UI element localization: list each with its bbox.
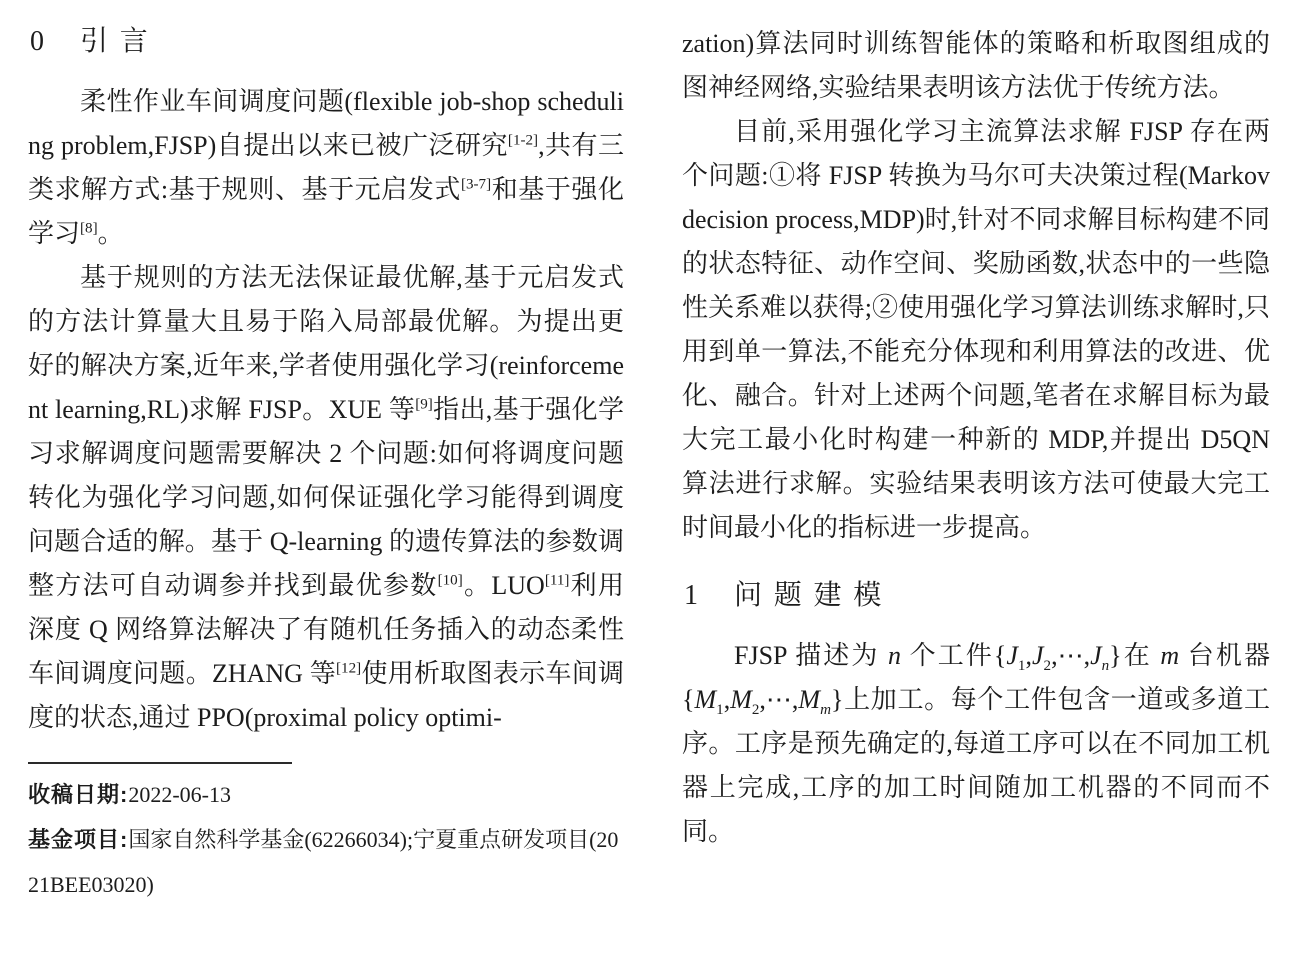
footnote-lines [28,772,624,907]
citation-ref: [1-2] [507,132,539,149]
text-segment: ,⋯, [1051,641,1091,670]
footnote-text: 国家自然科学基金(62266034);宁夏重点研发项目(2021BEE03020) [28,827,619,897]
right-column-paragraphs-top [682,22,1270,550]
footnote-divider [28,762,292,764]
text-segment: 。LUO [462,571,545,600]
paragraph [682,110,1270,550]
footnote-label: 收稿日期: [28,782,129,807]
text-segment: J [1006,641,1018,670]
footnote-line [28,817,624,907]
text-segment: ,⋯, [759,685,799,714]
citation-ref: [11] [544,572,570,589]
text-segment: 柔性作业车间调度问题(flexible job-shop scheduling problem,FJSP)自提出以来已被广泛研究 [28,87,624,160]
footnote-label: 基金项目: [28,827,129,852]
text-segment: 1 [716,702,724,719]
text-segment: ,共有三类求解方式:基于规则、基于元启发式 [28,131,624,204]
text-segment: 。 [97,219,124,248]
text-segment: , [723,685,731,714]
paragraph [682,634,1270,854]
text-segment: m [820,702,831,719]
paragraph [28,256,624,740]
text-segment: 指出,基于强化学习求解调度问题需要解决 2 个问题:如何将调度问题转化为强化学习问题,如何保证强化学习能得到调度问题合适的解。基于 Q-learning 的遗传算法的参数调整方法可自动调参并找到最优参数 [28,395,624,600]
text-segment: J [1031,641,1044,670]
section-heading-1 [684,574,1270,618]
text-segment: J [1090,641,1102,670]
citation-ref: [10] [437,572,463,589]
text-segment: 1 [1017,658,1026,675]
text-segment: n [1101,658,1110,675]
text-segment: m [1160,641,1180,670]
text-segment: 基于规则的方法无法保证最优解,基于元启发式的方法计算量大且易于陷入局部最优解。为提出更好的解决方案,近年来,学者使用强化学习(reinforcement learning,RL)求解 FJSP。XUE 等 [28,263,624,424]
text-segment: 和基于强化学习 [28,175,624,248]
citation-ref: [8] [80,220,98,237]
section-title: 问题建模 [734,580,894,611]
left-column-paragraphs [28,80,624,740]
left-column [28,0,624,897]
section-number: 1 [684,580,698,611]
text-segment: }上加工。每个工件包含一道或多道工序。工序是预先确定的,每道工序可以在不同加工机器上完成,工序的加工时间随加工机器的不同而不同。 [682,685,1270,846]
text-segment: 目前,采用强化学习主流算法求解 FJSP 存在两个问题:①将 FJSP 转换为马尔可夫决策过程(Markov decision process,MDP)时,针对不同求解目标构建不同的状态特征、动作空间、奖励函数,状态中的一些隐性关系难以获得;②使用强化学习算法训练求解时,只用到单一算法,不能充分体现和利用算法的改进、优化、融合。针对上述两个问题,笔者在求解目标为最大完工最小化时构建一种新的 MDP,并提出 D5QN 算法进行求解。实验结果表明该方法可使最大完工时间最小化的指标进一步提高。 [682,117,1270,542]
citation-ref: [3-7] [460,176,492,193]
text-segment: , [1025,641,1032,670]
text-segment: M [730,685,752,714]
paragraph [28,80,624,256]
footnote-line [28,772,624,817]
text-segment: 利用深度 Q 网络算法解决了有随机任务插入的动态柔性车间调度问题。ZHANG 等 [28,571,624,688]
text-segment: zation)算法同时训练智能体的策略和析取图组成的图神经网络,实验结果表明该方法优于传统方法。 [682,29,1270,102]
text-segment: 台机器{ [682,641,1270,714]
citation-ref: [12] [336,660,362,677]
paragraph [682,22,1270,110]
section-title: 引言 [80,26,160,57]
text-segment: 2 [751,702,760,719]
right-column [682,0,1270,854]
text-segment: }在 [1109,641,1161,670]
text-segment: 2 [1043,658,1052,675]
text-segment: 使用析取图表示车间调度的状态,通过 PPO(proximal policy optimi- [28,659,624,732]
section-number: 0 [30,26,44,57]
footnote-block [28,762,624,907]
right-column-paragraphs-bottom [682,634,1270,854]
section-heading-0 [30,0,624,64]
text-segment: n [888,641,902,670]
text-segment: M [798,685,821,714]
text-segment: M [694,685,717,714]
citation-ref: [9] [415,396,433,413]
footnote-text: 2022-06-13 [128,782,231,807]
text-segment: 个工件{ [901,641,1007,670]
text-segment: FJSP 描述为 [734,641,889,670]
